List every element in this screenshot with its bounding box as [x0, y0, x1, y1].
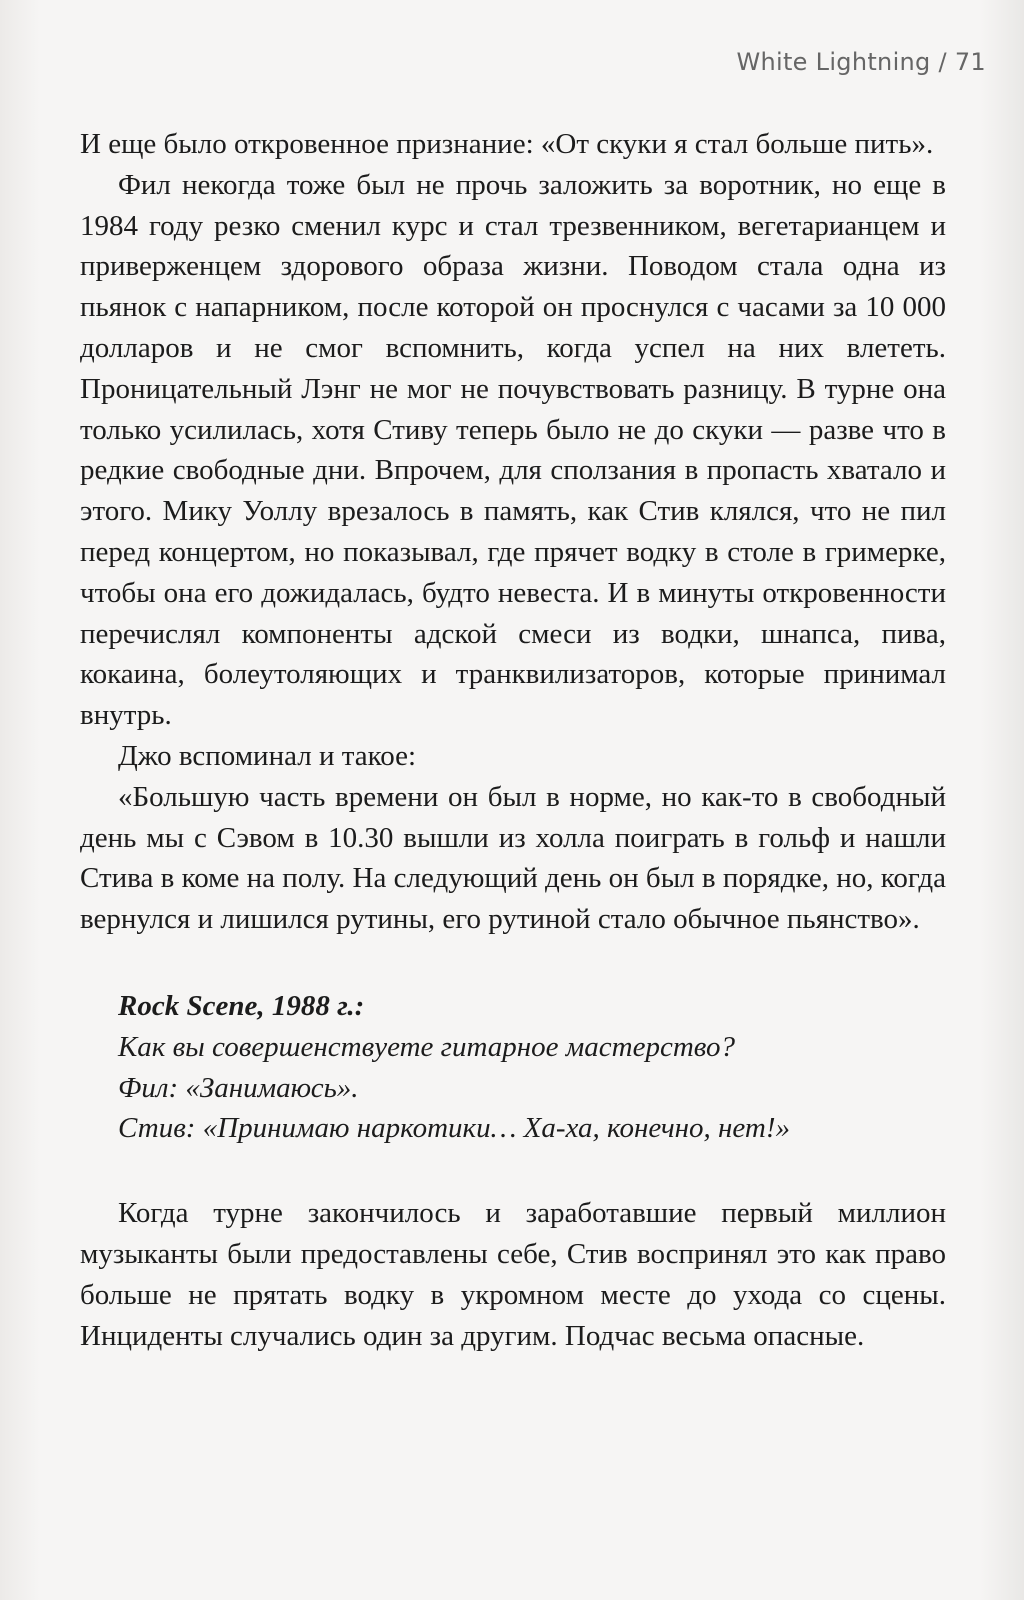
interview-answer-phil: Фил: «Занимаюсь». [118, 1071, 359, 1104]
page-number: 71 [954, 48, 986, 76]
interview-source: Rock Scene, 1988 г.: [118, 989, 365, 1022]
running-head [736, 48, 986, 76]
paragraph: Джо вспоминал и такое: [118, 739, 417, 772]
interview-answer-steve: Стив: «Принимаю наркотики… Ха-ха, конечно, нет!» [118, 1112, 791, 1145]
header-separator: / [938, 48, 947, 76]
interview-question: Как вы совершенствуете гитарное мастерство? [118, 1030, 735, 1063]
paragraph: Когда турне закончилось и заработавшие первый миллион музыканты были предоставлены себе, Стив воспринял это как право больше не прятать водку в укромном месте до ухода со сцены. Инциденты случались один за другим. Подчас весьма опасные. [80, 1197, 946, 1352]
quote-paragraph: «Большую часть времени он был в норме, но как-то в свободный день мы с Сэвом в 10.30 вышли из холла поиграть в гольф и нашли Стива в коме на полу. На следующий день он был в порядке, но, когда вернулся и лишился рутины, его рутиной стало обычное пьянство». [80, 780, 946, 936]
body-text [80, 124, 946, 1356]
book-title: White Lightning [736, 48, 931, 76]
paragraph: Фил некогда тоже был не прочь заложить за воротник, но еще в 1984 году резко сменил курс и стал трезвенником, вегетарианцем и приверженцем здорового образа жизни. Поводом стала одна из пьянок с напарником, после которой он проснулся с часами за 10 000 долларов и не смог вспомнить, когда успел на них влететь. Проницательный Лэнг не мог не почувствовать разницу. В турне она только усилилась, хотя Стиву теперь было не до скуки — разве что в редкие свободные дни. Впрочем, для сползания в пропасть хватало и этого. Мику Уоллу врезалось в память, как Стив клялся, что не пил перед концертом, но показывал, где прячет водку в столе в гримерке, чтобы она его дожидалась, будто невеста. И в минуты откровенности перечислял компоненты адской смеси из водки, шнапса, пива, кокаина, болеутоляющих и транквилизаторов, которые принимал внутрь. [80, 168, 946, 732]
interview-excerpt [118, 986, 946, 1149]
paragraph: И еще было откровенное признание: «От скуки я стал больше пить». [80, 128, 934, 160]
